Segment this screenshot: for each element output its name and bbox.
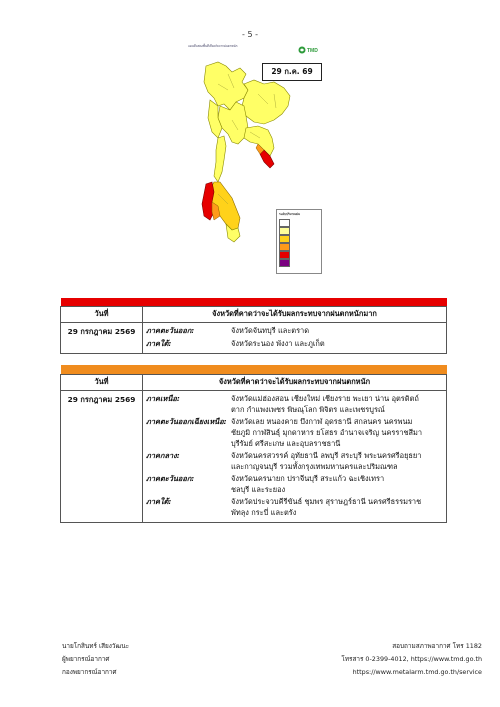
very-heavy-rain-table [60,298,447,354]
region-label: ภาคกลาง: [146,451,180,460]
severity-bar-red [61,298,447,307]
legend-item [277,250,321,258]
table-header-date: วันที่ [61,307,143,323]
table-date-cell: 29 กรกฎาคม 2569 [61,323,143,354]
page-number: - 5 - [242,30,258,39]
region-row [146,338,443,350]
region-label: ภาคตะวันออก: [146,326,195,335]
region-label: ภาคใต้: [146,339,172,348]
footer-right [250,640,482,679]
contact-service-url[interactable]: https://www.metalarm.tmd.go.th/service [352,668,482,676]
region-provinces: จังหวัดจันทบุรี และตราด [231,326,310,335]
legend-item [277,226,321,234]
region-row [146,473,443,495]
table-header-title: จังหวัดที่คาดว่าจะได้รับผลกระทบจากฝนตกหนัก [143,375,447,391]
region-label: ภาคตะวันออก: [146,474,195,483]
region-row [146,393,443,415]
table-regions-cell [143,323,447,354]
region-label: ภาคตะวันออกเฉียงเหนือ: [146,417,227,426]
region-provinces: จังหวัดระนอง พังงา และภูเก็ต [231,339,325,348]
legend-item [277,258,321,266]
map-date-box: 29 ก.ค. 69 [262,63,322,81]
region-row [146,416,443,449]
heavy-rain-table [60,365,447,523]
forecast-division: กองพยากรณ์อากาศ [62,668,117,676]
logo-text: TMD [307,48,318,54]
legend-item [277,218,321,226]
region-row [146,325,443,337]
region-provinces: จังหวัดแม่ฮ่องสอน เชียงใหม่ เชียงราย พะเยา น่าน อุตรดิตถ์ ตาก กำแพงเพชร พิษณุโลก พิจิตร และเพชรบูรณ์ [231,394,419,414]
legend-swatch [279,259,290,267]
table-header-date: วันที่ [61,375,143,391]
region-provinces: จังหวัดนครสวรรค์ อุทัยธานี ลพบุรี สระบุรี พระนครศรีอยุธยา และกาญจนบุรี รวมทั้งกรุงเทพมหานครและปริมณฑล [231,451,422,471]
table-header-title: จังหวัดที่คาดว่าจะได้รับผลกระทบจากฝนตกหนักมาก [143,307,447,323]
map-header-line1: แผนที่แสดงพื้นที่เสี่ยงภัยจากฝนตกหนัก [188,44,238,48]
region-label: ภาคเหนือ: [146,394,180,403]
contact-fax-web[interactable]: โทรสาร 0-2399-4012, https://www.tmd.go.th [341,655,482,663]
contact-phone: สอบถามสภาพอากาศ โทร 1182 [392,642,482,650]
region-provinces: จังหวัดนครนายก ปราจีนบุรี สระแก้ว ฉะเชิงเทรา ชลบุรี และระยอง [231,474,385,494]
table-regions-cell [143,391,447,523]
legend-item [277,242,321,250]
region-row [146,450,443,472]
legend-title: ระดับปริมาณฝน [279,212,300,216]
region-label: ภาคใต้: [146,497,172,506]
region-provinces: จังหวัดเลย หนองคาย บึงกาฬ อุดรธานี สกลนคร นครพนม ชัยภูมิ กาฬสินธุ์ มุกดาหาร ยโสธร อำนาจเจริญ นครราชสีมา บุรีรัมย์ ศรีสะเกษ และอุบลราชธานี [231,417,423,448]
map-legend [276,209,322,274]
legend-item [277,234,321,242]
footer-left [62,640,262,679]
table-date-cell: 29 กรกฎาคม 2569 [61,391,143,523]
severity-bar-orange [61,365,447,375]
region-provinces: จังหวัดประจวบคีรีขันธ์ ชุมพร สุราษฎร์ธานี นครศรีธรรมราช พัทลุง กระบี่ และตรัง [231,497,422,517]
forecaster-name: นายโกสินทร์ เสียงวัฒนะ [62,642,130,650]
forecaster-title: ผู้พยากรณ์อากาศ [62,655,110,663]
region-row [146,496,443,518]
rain-risk-map [188,44,320,272]
